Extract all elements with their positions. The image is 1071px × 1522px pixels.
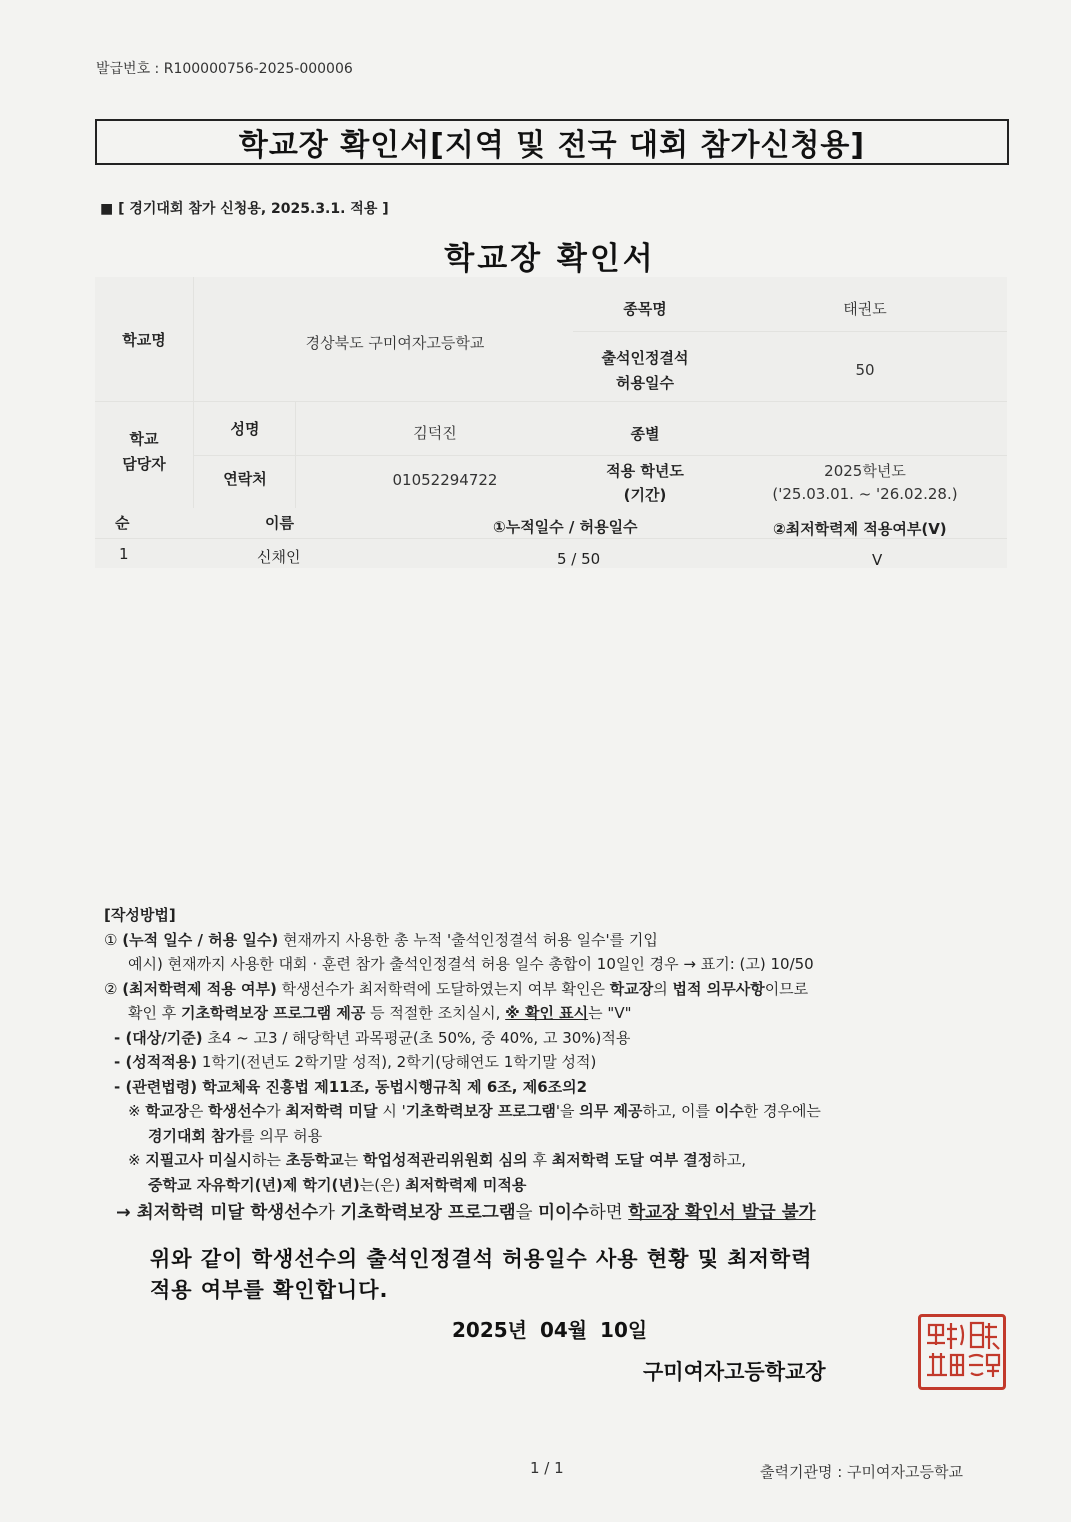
sport-value: 태권도 [843, 300, 887, 318]
row-1-no: 1 [119, 545, 129, 563]
info-table [95, 277, 1007, 509]
sport-label: 종목명 [623, 300, 667, 318]
printed-by: 출력기관명 : 구미여자고등학교 [760, 1463, 963, 1481]
confirmation-statement [150, 1244, 950, 1306]
issue-date: 2025년 04월 10일 [452, 1318, 648, 1342]
confirmation-line-1: 위와 같이 학생선수의 출석인정결석 허용일수 사용 현황 및 최저학력 [150, 1247, 813, 1271]
instructions-title: [작성방법] [104, 906, 176, 924]
instruction-2: ② (최저학력제 적용 여부) 학생선수가 최저학력에 도달하였는지 여부 확인은 학교장의 법적 의무사항이므로 [104, 979, 809, 998]
absence-label-line1: 출석인정결석 [601, 349, 689, 367]
year-label-line2: (기간) [623, 486, 667, 504]
header-title: 학교장 확인서[지역 및 전국 대회 참가신청용] [95, 119, 1009, 165]
absence-label-line2: 허용일수 [616, 374, 674, 392]
instruction-warning: → 최저학력 미달 학생선수가 기초학력보장 프로그램을 미이수하면 학교장 확인서 발급 불가 [116, 1203, 816, 1223]
absence-value: 50 [855, 361, 875, 379]
instruction-note-1: ※ 학교장은 학생선수가 최저학력 미달 시 '기초학력보장 프로그램'을 의무 제공하고, 이를 이수한 경우에는 [128, 1102, 821, 1120]
name-value: 김덕진 [413, 424, 457, 442]
year-value-line1: 2025학년도 [824, 462, 906, 480]
instruction-note-1-cont: 경기대회 참가를 의무 허용 [148, 1126, 323, 1145]
list-header-days: ①누적일수 / 허용일수 [493, 518, 638, 536]
name-label: 성명 [230, 420, 260, 438]
document-title: 학교장 확인서 [444, 241, 656, 277]
year-label-line1: 적용 학년도 [606, 462, 684, 480]
school-seal-icon [918, 1314, 1006, 1390]
manager-label-line2: 담당자 [122, 455, 166, 473]
contact-label: 연락처 [223, 470, 267, 488]
instruction-1-example: 예시) 현재까지 사용한 대회 · 훈련 참가 출석인정결석 허용 일수 총합이 10일인 경우 → 표기: (고) 10/50 [128, 955, 814, 973]
contact-value: 01052294722 [392, 471, 498, 489]
row-1-days: 5 / 50 [557, 550, 601, 568]
list-header-name: 이름 [265, 514, 294, 532]
instruction-1: ① (누적 일수 / 허용 일수) 현재까지 사용한 총 누적 '출석인정결석 허용 일수'를 기입 [104, 930, 658, 949]
instruction-grade: - (성적적용) 1학기(전년도 2학기말 성적), 2학기(당해연도 1학기말 성적) [114, 1053, 597, 1071]
confirmation-line-2: 적용 여부를 확인합니다. [150, 1278, 389, 1302]
instruction-note-2: ※ 지필고사 미실시하는 초등학교는 학업성적관리위원회 심의 후 최저학력 도달 여부 결정하고, [128, 1151, 747, 1169]
instructions [104, 903, 1004, 1226]
issue-number: 발급번호 : R100000756-2025-000006 [96, 61, 353, 77]
row-1-name: 신채인 [257, 548, 301, 566]
instruction-note-2-cont: 중학교 자유학기(년)제 학기(년)는(은) 최저학력제 미적용 [148, 1175, 527, 1194]
event-label: 종별 [630, 425, 660, 443]
instruction-law: - (관련법령) 학교체육 진흥법 제11조, 동법시행규칙 제 6조, 제6조의2 [114, 1077, 588, 1096]
instruction-2-cont: 확인 후 기초학력보장 프로그램 제공 등 적절한 조치실시, ※ 확인 표시는 "V" [128, 1004, 632, 1022]
year-value-line2: ('25.03.01. ~ '26.02.28.) [772, 485, 958, 503]
form-note: ■ [ 경기대회 참가 신청용, 2025.3.1. 적용 ] [100, 201, 389, 217]
student-list-table [95, 508, 1007, 568]
list-header-no: 순 [115, 514, 130, 532]
issuer-name: 구미여자고등학교장 [643, 1360, 826, 1384]
school-label: 학교명 [122, 331, 166, 349]
manager-label-line1: 학교 [129, 430, 159, 448]
instruction-target: - (대상/기준) 초4 ~ 고3 / 해당학년 과목평균(초 50%, 중 40%, 고 30%)적용 [114, 1028, 631, 1047]
list-header-applied: ②최저학력제 적용여부(V) [773, 520, 947, 538]
school-value: 경상북도 구미여자고등학교 [305, 334, 485, 352]
row-1-applied: V [872, 551, 883, 569]
page-number: 1 / 1 [530, 1459, 564, 1477]
